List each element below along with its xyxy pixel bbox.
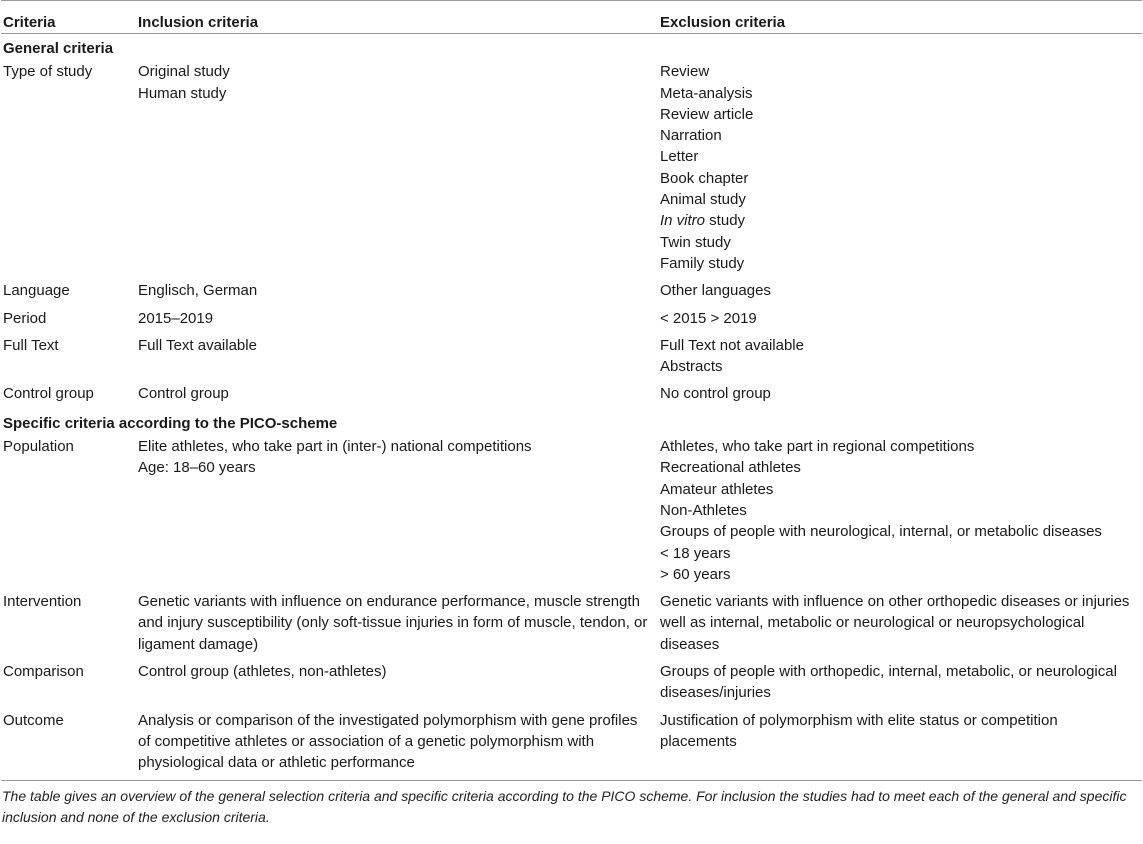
exclusion-cell: Groups of people with orthopedic, internal, metabolic, or neurological diseases/injuries (660, 663, 1117, 702)
exclusion-cell: Other languages (660, 282, 771, 300)
inclusion-cell: Genetic variants with influence on endurance performance, muscle strength and injury susceptibility (only soft-tissue injuries in form of muscle, tendon, or ligament damage) (138, 593, 648, 653)
exclusion-item: Non-Athletes (660, 501, 747, 519)
exclusion-item: Amateur athletes (660, 480, 774, 498)
exclusion-cell (660, 333, 1142, 382)
table-row-language (1, 278, 1142, 305)
exclusion-cell: < 2015 > 2019 (660, 309, 757, 327)
exclusion-item: Abstracts (660, 358, 723, 376)
inclusion-item: Human study (138, 84, 227, 102)
header-inclusion: Inclusion criteria (138, 1, 660, 34)
table-row-full-text (1, 333, 1142, 382)
table-row-type-of-study (1, 59, 1142, 278)
table-row-outcome (1, 708, 1142, 780)
exclusion-cell (660, 59, 1142, 278)
table-row-control-group (1, 381, 1142, 408)
exclusion-item: > 60 years (660, 565, 731, 583)
inclusion-item: Elite athletes, who take part in (inter-) national competitions (138, 438, 532, 456)
section-specific (1, 409, 1142, 434)
exclusion-item: Full Text not available (660, 336, 804, 354)
inclusion-cell: Analysis or comparison of the investigated polymorphism with gene profiles of competitive athletes or association of a genetic polymorphism with physiological data or athletic performance (138, 708, 660, 780)
inclusion-cell: Control group (138, 385, 229, 403)
row-label: Type of study (3, 63, 93, 81)
exclusion-item: Recreational athletes (660, 459, 801, 477)
row-label: Intervention (3, 593, 82, 611)
section-specific-title: Specific criteria according to the PICO-scheme (3, 414, 338, 432)
table-footnote: The table gives an overview of the general selection criteria and specific criteria according to the PICO scheme. For inclusion the studies had to meet each of the general and specific inclusion and none of the exclusion criteria. (2, 787, 1127, 825)
inclusion-cell: Full Text available (138, 336, 257, 354)
table-row-population (1, 434, 1142, 589)
inclusion-cell: Control group (athletes, non-athletes) (138, 663, 387, 681)
row-label: Comparison (3, 663, 84, 681)
exclusion-item: Review (660, 63, 710, 81)
exclusion-cell: Genetic variants with influence on other orthopedic diseases or injuries well as internal, metabolic or neurological or neuropsychological diseases (660, 593, 1130, 653)
inclusion-cell: Englisch, German (138, 282, 258, 300)
row-label: Control group (3, 385, 94, 403)
exclusion-item: Review article (660, 105, 754, 123)
exclusion-item: Family study (660, 254, 745, 272)
table-row-intervention (1, 589, 1142, 659)
row-label: Full Text (3, 336, 59, 354)
exclusion-item: Book chapter (660, 169, 749, 187)
exclusion-item: Twin study (660, 233, 731, 251)
exclusion-item: Meta-analysis (660, 84, 753, 102)
inclusion-cell (138, 434, 660, 589)
in-vitro-italic: In vitro (660, 212, 706, 230)
exclusion-cell (660, 434, 1142, 589)
header-exclusion: Exclusion criteria (660, 1, 1142, 34)
exclusion-item: Letter (660, 148, 699, 166)
exclusion-item: Groups of people with neurological, internal, or metabolic diseases (660, 523, 1102, 541)
exclusion-item: Athletes, who take part in regional competitions (660, 438, 975, 456)
exclusion-item: Animal study (660, 191, 746, 209)
exclusion-cell: No control group (660, 385, 771, 403)
row-label: Outcome (1, 708, 138, 780)
exclusion-cell: Justification of polymorphism with elite status or competition placements (660, 708, 1142, 780)
section-general (1, 34, 1142, 60)
row-label: Period (3, 309, 47, 327)
inclusion-cell: 2015–2019 (138, 309, 214, 327)
criteria-table (1, 0, 1142, 781)
row-label: Language (3, 282, 70, 300)
inclusion-item: Original study (138, 63, 230, 81)
inclusion-item: Age: 18–60 years (138, 459, 256, 477)
table-row-period (1, 306, 1142, 333)
exclusion-item-in-vitro (660, 210, 1142, 231)
row-label: Population (3, 438, 74, 456)
in-vitro-suffix: study (705, 212, 746, 230)
exclusion-item: Narration (660, 127, 722, 145)
inclusion-cell (138, 59, 660, 278)
header-criteria: Criteria (1, 1, 138, 34)
exclusion-item: < 18 years (660, 544, 731, 562)
table-header-row (1, 1, 1142, 34)
table-row-comparison (1, 659, 1142, 708)
section-general-title: General criteria (3, 40, 114, 57)
